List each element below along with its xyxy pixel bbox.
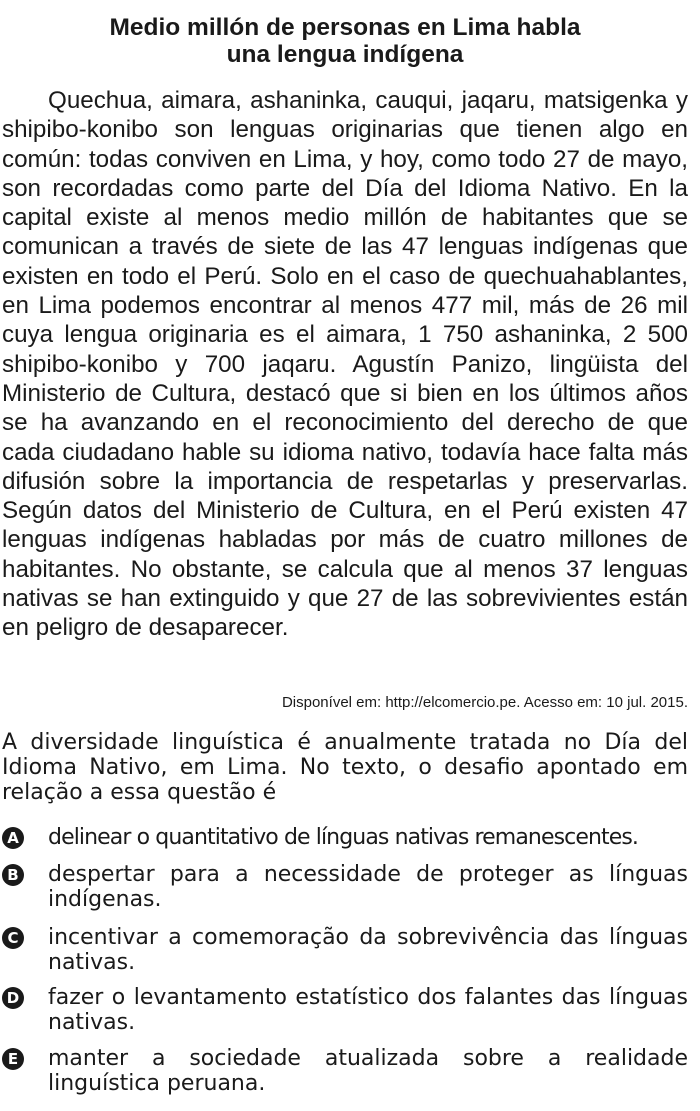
option-d-letter-badge: D [2,987,24,1009]
option-a-text: delinear o quantitativo de línguas nativas remanescentes. [48,825,639,850]
option-e-text: manter a sociedade atualizada sobre a realidade linguística peruana. [48,1046,688,1096]
article-title-line-2: una lengua indígena [226,41,464,68]
option-e[interactable] [2,1046,688,1096]
option-a-letter-badge: A [2,827,24,849]
option-d[interactable] [2,985,688,1035]
option-c[interactable] [2,925,688,975]
option-b-letter-badge: B [2,864,24,886]
article-title [0,14,690,68]
option-c-letter-badge: C [2,927,24,949]
article-source: Disponível em: http://elcomercio.pe. Acesso em: 10 jul. 2015. [281,694,688,711]
option-b[interactable] [2,862,688,912]
article-body: Quechua, aimara, ashaninka, cauqui, jaqaru, matsigenka y shipibo-konibo son lenguas originarias que tienen algo en común: todas conviven en Lima, y hoy, como todo 27 de mayo, son recordadas como parte del Día del Idioma Nativo. En la capital existe al menos medio millón de habitantes que se comunican a través de siete de las 47 lenguas indígenas que existen en todo el Perú. Solo en el caso de quechuahablantes, en Lima podemos encontrar al menos 477 mil, más de 26 mil cuya lengua originaria es el aimara, 1 750 ashaninka, 2 500 shipibo-konibo y 700 jaqaru. Agustín Panizo, lingüista del Ministerio de Cultura, destacó que si bien en los últimos años se ha avanzando en el reconocimiento del derecho de que cada ciudadano hable su idioma nativo, todavía hace falta más difusión sobre la importancia de respetarlas y preservarlas. Según datos del Ministerio de Cultura, en el Perú existen 47 lenguas indígenas habladas por más de cuatro millones de habitantes. No obstante, se calcula que al menos 37 lenguas nativas se han extinguido y que 27 de las sobrevivientes están en peligro de desaparecer. [2,87,688,642]
option-d-text: fazer o levantamento estatístico dos falantes das línguas nativas. [48,985,688,1035]
question-prompt: A diversidade linguística é anualmente tratada no Día del Idioma Nativo, em Lima. No texto, o desafio apontado em relação a essa questão é [2,730,688,805]
option-e-letter-badge: E [2,1048,24,1070]
option-a[interactable] [2,825,688,850]
option-c-text: incentivar a comemoração da sobrevivência das línguas nativas. [48,925,688,975]
option-b-text: despertar para a necessidade de proteger as línguas indígenas. [48,862,688,912]
article-title-line-1: Medio millón de personas en Lima habla [109,14,581,41]
